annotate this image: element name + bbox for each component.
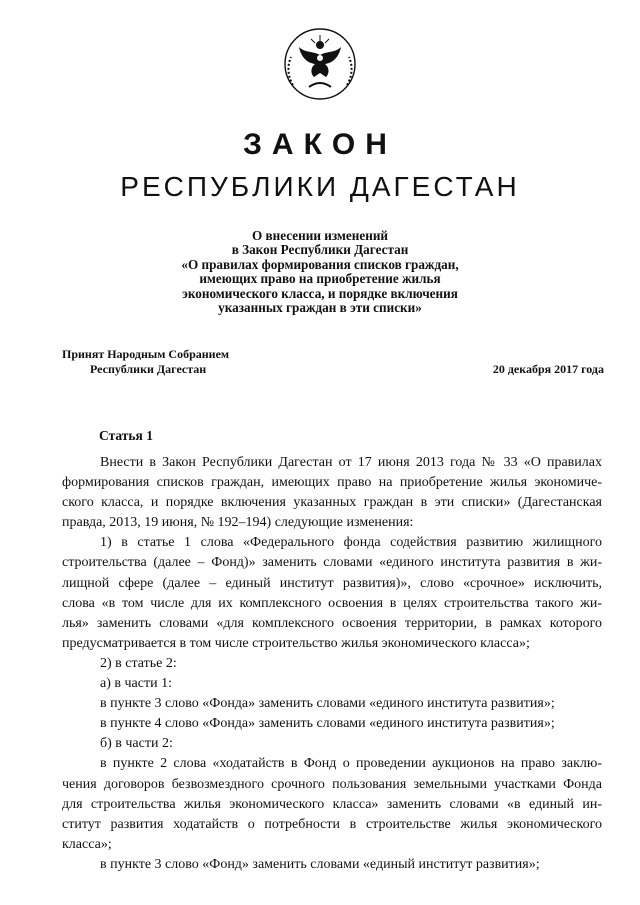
body-line: для строительства жилья экономического класса» заменить словами «в единый ин- (62, 796, 602, 812)
body-line: лищной сфере (далее – единый институт развития)», слово «срочное» исключить, (62, 575, 602, 591)
body-line: ского класса, и порядке включения указанных граждан в эти списки» (Дагестанская (62, 495, 602, 511)
body-line: в пункте 2 слова «ходатайств в Фонд о проведении аукционов на право заклю- (100, 756, 602, 772)
body-line: 1) в статье 1 слова «Федерального фонда содействия развитию жилищного (100, 535, 602, 551)
body-line: правда, 2013, 19 июня, № 192–194) следующие изменения: (62, 515, 414, 531)
body-line: ститут развития ходатайств о потребности в строительстве жилья экономического (62, 816, 602, 832)
body-line: слова «в том числе для их комплексного освоения в целях строительства такого жи- (62, 595, 602, 611)
body-line: в пункте 3 слово «Фонда» заменить словами «единого института развития»; (100, 696, 555, 712)
law-heading (140, 229, 500, 315)
heading-line: О внесении изменений (251, 228, 389, 243)
coat-of-arms-emblem (283, 27, 357, 101)
body-line: класса»; (62, 836, 112, 852)
body-line: а) в части 1: (100, 676, 172, 692)
heading-line: указанных граждан в эти списки» (218, 300, 422, 316)
heading-line: экономического класса, и порядке включения (182, 285, 458, 301)
heading-line: имеющих право на приобретение жилья (199, 271, 441, 287)
body-line: в пункте 3 слово «Фонд» заменить словами «единый институт развития»; (100, 856, 540, 872)
article-title: Статья 1 (99, 428, 153, 443)
body-line: предусматривается в том числе строительство жилья экономического класса»; (62, 635, 530, 651)
adoption-line-1: Принят Народным Собранием (62, 347, 230, 361)
law-subtitle: РЕСПУБЛИКИ ДАГЕСТАН (120, 171, 520, 202)
body-line: Внести в Закон Республики Дагестан от 17 июня 2013 года № 33 «О правилах (100, 455, 602, 470)
adoption-line-2: Республики Дагестан (90, 362, 207, 376)
heading-line: в Закон Республики Дагестан (231, 242, 409, 258)
adoption-note (62, 347, 229, 377)
body-line: формирования списков граждан, имеющих право на приобретение жилья экономиче- (62, 475, 602, 491)
body-line: 2) в статье 2: (100, 655, 177, 671)
body-line: в пункте 4 слово «Фонда» заменить словами «единого института развития»; (100, 716, 555, 732)
body-line: строительства (далее – Фонд)» заменить словами «единого института развития в жи- (62, 555, 602, 571)
adoption-date: 20 декабря 2017 года (492, 362, 604, 376)
body-line: чения договоров безвозмездного срочного пользования земельными участками Фонда (62, 776, 602, 792)
law-title: ЗАКОН (243, 128, 397, 161)
body-line: б) в части 2: (100, 736, 173, 752)
heading-line: «О правилах формирования списков граждан, (181, 256, 459, 272)
body-line: лья» заменить словами «для комплексного освоения территории, в рамках которого (62, 615, 602, 631)
article-body (62, 453, 602, 875)
